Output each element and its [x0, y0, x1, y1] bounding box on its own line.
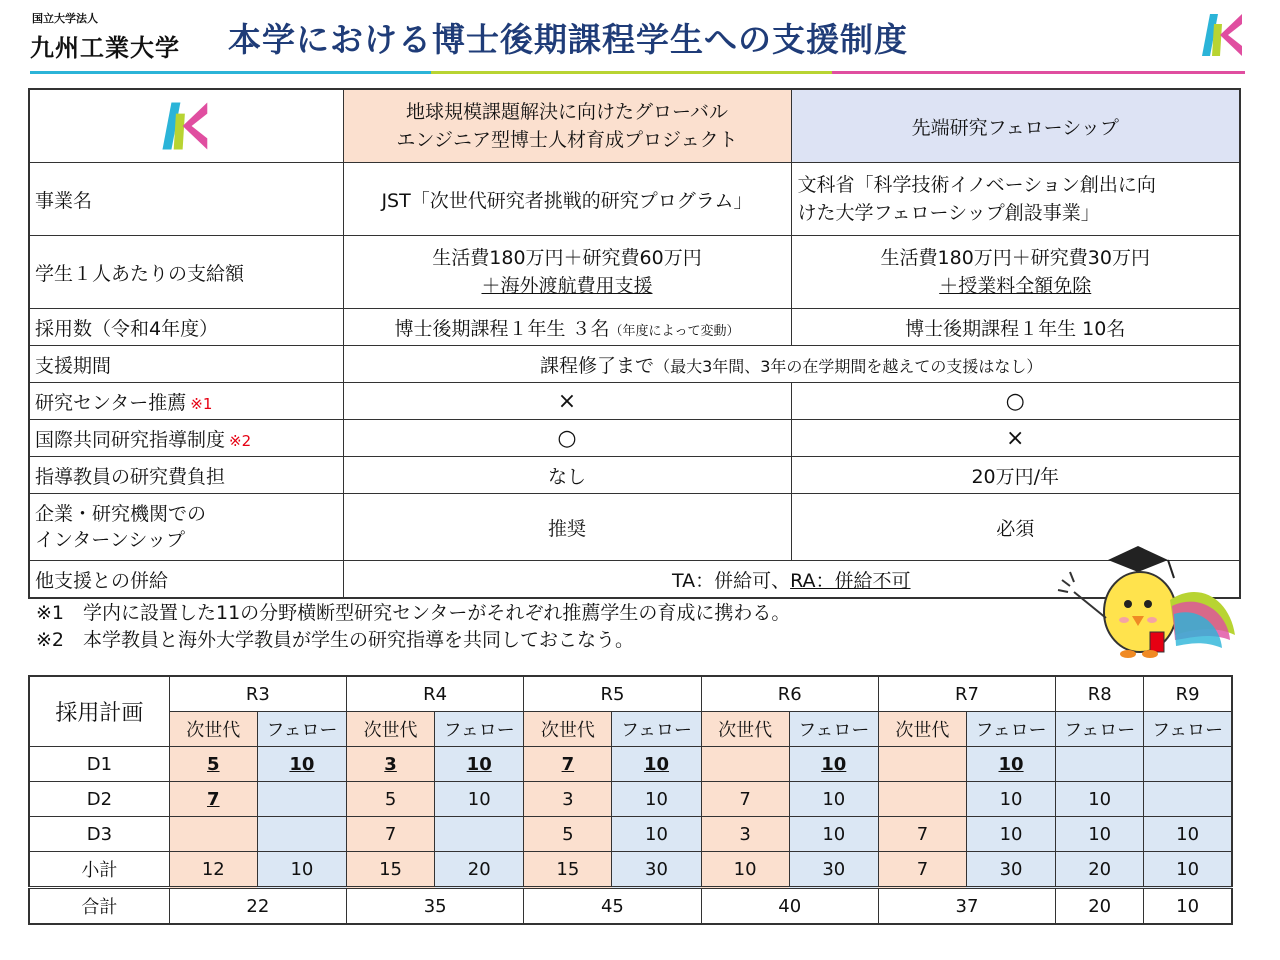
plan-cell	[435, 817, 524, 852]
stipend-fellow	[791, 236, 1240, 309]
stipend-fellow-line2: ＋授業料全額免除	[939, 275, 1092, 297]
row-label-burden: 指導教員の研究費負担	[29, 457, 343, 494]
intern-fellow: 必須	[791, 494, 1240, 561]
page-title: 本学における博士後期課程学生への支援制度	[228, 20, 908, 59]
type-fellow: フェロー	[966, 712, 1055, 747]
type-jisedai: 次世代	[347, 712, 435, 747]
row-label-intern-line2: インターンシップ	[35, 529, 186, 551]
plan-cell: 30	[789, 852, 878, 888]
plan-cell: 10	[435, 747, 524, 782]
plan-cell: 20	[435, 852, 524, 888]
plan-year-row	[29, 676, 1232, 712]
plan-row-d1	[29, 747, 1232, 782]
program-jisedai: JST「次世代研究者挑戦的研究プログラム」	[343, 163, 791, 236]
row-label-period: 支援期間	[29, 346, 343, 383]
combine-ta: TA：併給可、	[671, 569, 791, 592]
row-label-stipend: 学生１人あたりの支給額	[29, 236, 343, 309]
column-header-jisedai-line1: 地球規模課題解決に向けたグローバル	[405, 101, 729, 123]
stipend-fellow-line1: 生活費180万円＋研究費30万円	[880, 247, 1150, 269]
quota-jisedai-value: 博士後期課程１年生 ３名	[394, 317, 610, 340]
support-comparison-table	[28, 88, 1241, 599]
plan-cell: 10	[257, 852, 346, 888]
type-fellow: フェロー	[612, 712, 701, 747]
plan-cell: 5	[169, 747, 257, 782]
center-jisedai: ×	[343, 383, 791, 420]
year-r3: R3	[169, 676, 346, 712]
burden-jisedai: なし	[343, 457, 791, 494]
org-type-label: 国立大学法人	[32, 12, 98, 25]
plan-row-subtotal	[29, 852, 1232, 888]
column-header-jisedai-line2: エンジニア型博士人材育成プロジェクト	[396, 129, 738, 151]
plan-cell: 10	[966, 782, 1055, 817]
type-jisedai: 次世代	[524, 712, 612, 747]
quota-fellow: 博士後期課程１年生 10名	[791, 309, 1240, 346]
plan-cell: 10	[1056, 817, 1144, 852]
type-fellow: フェロー	[1144, 712, 1232, 747]
type-fellow: フェロー	[257, 712, 346, 747]
table-row-center	[29, 383, 1240, 420]
column-header-jisedai	[343, 89, 791, 163]
plan-cell	[878, 782, 966, 817]
table-row-burden	[29, 457, 1240, 494]
type-fellow: フェロー	[789, 712, 878, 747]
table-row-program	[29, 163, 1240, 236]
plan-total-cell: 37	[878, 888, 1055, 925]
plan-cell	[701, 747, 789, 782]
table-header-row	[29, 89, 1240, 163]
period-value-main: 課程修了まで	[540, 354, 655, 377]
row-label-center-text: 研究センター推薦	[35, 391, 187, 414]
plan-cell: 10	[612, 747, 701, 782]
plan-cell: 7	[169, 782, 257, 817]
type-jisedai: 次世代	[878, 712, 966, 747]
plan-total-cell: 45	[524, 888, 701, 925]
stipend-jisedai-line1: 生活費180万円＋研究費60万円	[432, 247, 702, 269]
recruitment-plan-table	[28, 675, 1233, 925]
mascot-chick-icon	[1040, 540, 1240, 665]
plan-title: 採用計画	[29, 676, 169, 747]
year-r7: R7	[878, 676, 1055, 712]
plan-cell: 10	[1144, 852, 1232, 888]
row-label-combine: 他支援との併給	[29, 561, 343, 599]
row-label-center	[29, 383, 343, 420]
university-name: 九州工業大学	[30, 34, 180, 62]
type-fellow: フェロー	[1056, 712, 1144, 747]
plan-cell: 10	[1144, 817, 1232, 852]
plan-cell: 10	[701, 852, 789, 888]
plan-total-cell: 40	[701, 888, 878, 925]
plan-cell	[1144, 747, 1232, 782]
row-label-intern	[29, 494, 343, 561]
burden-fellow: 20万円/年	[791, 457, 1240, 494]
plan-cell: 7	[347, 817, 435, 852]
year-r6: R6	[701, 676, 878, 712]
university-logo-icon	[1200, 10, 1246, 60]
plan-cell: 7	[701, 782, 789, 817]
plan-row-label: D2	[29, 782, 169, 817]
table-row-period	[29, 346, 1240, 383]
plan-cell: 10	[789, 817, 878, 852]
intern-jisedai: 推奨	[343, 494, 791, 561]
plan-row-d2	[29, 782, 1232, 817]
combine-ra: RA：併給不可	[790, 569, 911, 592]
period-value	[343, 346, 1240, 383]
plan-cell: 10	[435, 782, 524, 817]
logo-cell	[29, 89, 343, 163]
row-label-intl	[29, 420, 343, 457]
plan-cell: 7	[878, 817, 966, 852]
plan-row-label: 小計	[29, 852, 169, 888]
table-row-stipend	[29, 236, 1240, 309]
year-r9: R9	[1144, 676, 1232, 712]
plan-cell	[1056, 747, 1144, 782]
year-r8: R8	[1056, 676, 1144, 712]
intl-fellow: ×	[791, 420, 1240, 457]
plan-cell: 15	[524, 852, 612, 888]
stipend-jisedai	[343, 236, 791, 309]
quota-jisedai	[343, 309, 791, 346]
plan-cell: 7	[524, 747, 612, 782]
plan-cell: 10	[612, 782, 701, 817]
plan-cell: 10	[966, 747, 1055, 782]
plan-cell: 30	[612, 852, 701, 888]
plan-cell: 10	[612, 817, 701, 852]
plan-cell	[878, 747, 966, 782]
period-value-note: （最大3年間、3年の在学期間を越えての支援はなし）	[654, 356, 1043, 376]
table-row-quota	[29, 309, 1240, 346]
row-label-intl-text: 国際共同研究指導制度	[35, 428, 226, 451]
type-jisedai: 次世代	[701, 712, 789, 747]
note-mark-1: ※1	[190, 394, 213, 413]
plan-row-label: D1	[29, 747, 169, 782]
plan-cell: 10	[1056, 782, 1144, 817]
plan-cell	[169, 817, 257, 852]
program-fellow	[791, 163, 1240, 236]
plan-row-d3	[29, 817, 1232, 852]
plan-cell: 3	[524, 782, 612, 817]
quota-jisedai-note: （年度によって変動）	[609, 323, 740, 339]
footnote-1: ※1 学内に設置した11の分野横断型研究センターがそれぞれ推薦学生の育成に携わる。	[36, 602, 791, 624]
note-mark-2: ※2	[229, 431, 252, 450]
header-divider	[30, 71, 1245, 74]
university-logo-icon	[158, 98, 214, 154]
intl-jisedai: ○	[343, 420, 791, 457]
plan-cell: 12	[169, 852, 257, 888]
plan-cell: 10	[789, 782, 878, 817]
plan-cell	[257, 782, 346, 817]
plan-cell: 3	[347, 747, 435, 782]
plan-total-cell: 22	[169, 888, 346, 925]
footnote-2: ※2 本学教員と海外大学教員が学生の研究指導を共同しておこなう。	[36, 629, 635, 651]
plan-cell	[257, 817, 346, 852]
plan-cell: 10	[257, 747, 346, 782]
stipend-jisedai-line2: ＋海外渡航費用支援	[481, 275, 653, 297]
plan-cell: 20	[1056, 852, 1144, 888]
plan-row-total	[29, 888, 1232, 925]
row-label-quota: 採用数（令和4年度）	[29, 309, 343, 346]
plan-total-label: 合計	[29, 888, 169, 925]
plan-cell	[1144, 782, 1232, 817]
plan-type-row	[29, 712, 1232, 747]
plan-cell: 10	[789, 747, 878, 782]
plan-total-cell: 20	[1056, 888, 1144, 925]
footnotes	[36, 600, 790, 654]
program-fellow-line1: 文科省「科学技術イノベーション創出に向	[797, 174, 1156, 196]
year-r5: R5	[524, 676, 701, 712]
plan-row-label: D3	[29, 817, 169, 852]
center-fellow: ○	[791, 383, 1240, 420]
type-fellow: フェロー	[435, 712, 524, 747]
plan-cell: 15	[347, 852, 435, 888]
row-label-intern-line1: 企業・研究機関での	[35, 503, 207, 525]
year-r4: R4	[347, 676, 524, 712]
plan-total-cell: 35	[347, 888, 524, 925]
plan-cell: 30	[966, 852, 1055, 888]
program-fellow-line2: けた大学フェローシップ創設事業」	[797, 202, 1100, 224]
plan-cell: 3	[701, 817, 789, 852]
plan-cell: 10	[966, 817, 1055, 852]
plan-total-cell: 10	[1144, 888, 1232, 925]
row-label-program: 事業名	[29, 163, 343, 236]
table-row-intl	[29, 420, 1240, 457]
column-header-fellow: 先端研究フェローシップ	[791, 89, 1240, 163]
header	[0, 0, 1280, 75]
plan-cell: 5	[524, 817, 612, 852]
plan-cell: 5	[347, 782, 435, 817]
plan-cell: 7	[878, 852, 966, 888]
type-jisedai: 次世代	[169, 712, 257, 747]
